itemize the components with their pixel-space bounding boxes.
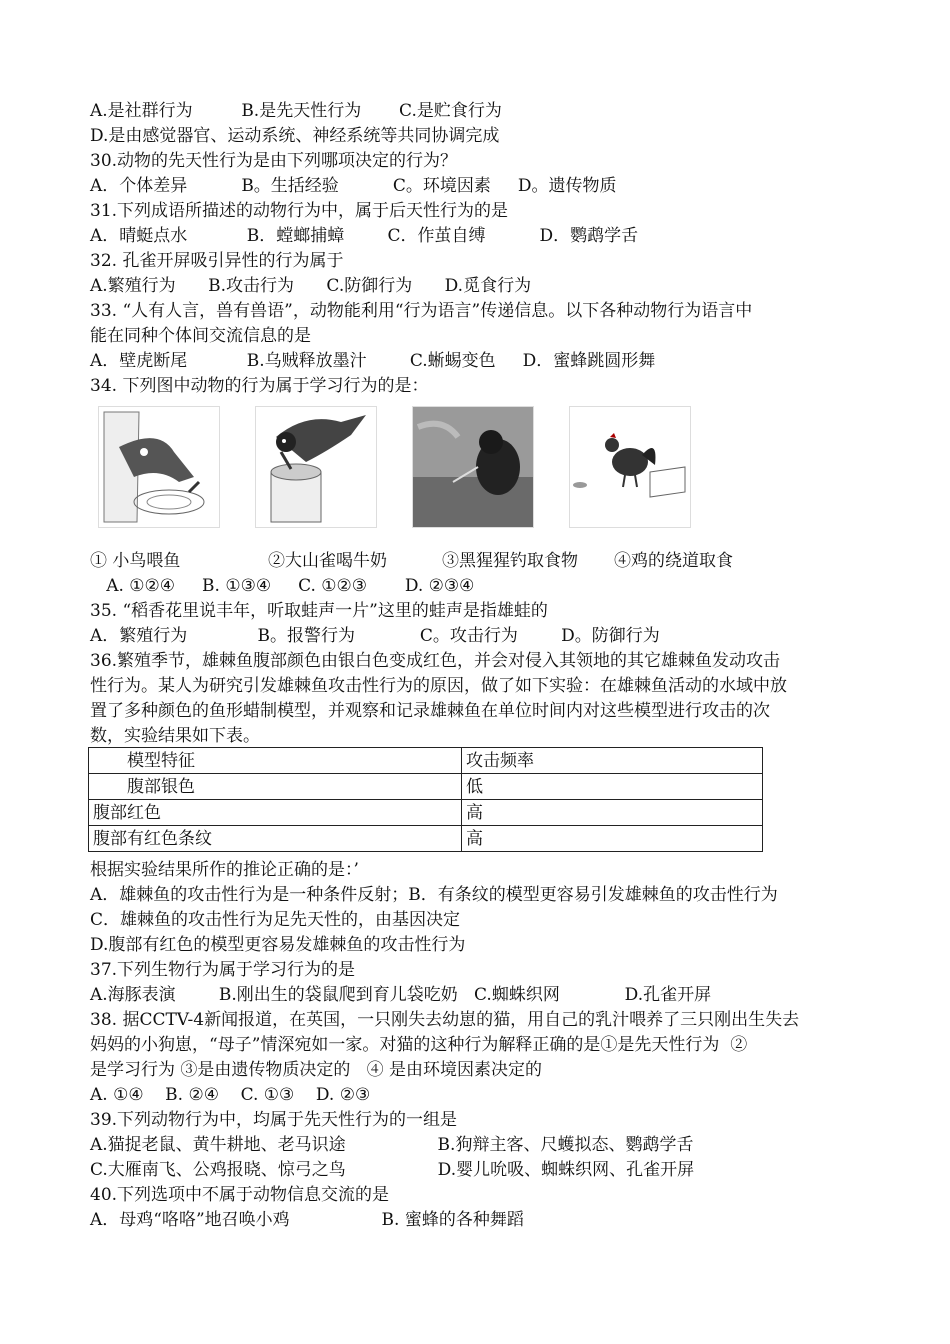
q37-options: A.海豚表演 B.刚出生的袋鼠爬到育儿袋吃奶 C.蜘蛛织网 D.孔雀开屏 [90,985,712,1005]
table-cell: 低 [462,774,763,800]
experiment-results-table [88,747,763,852]
q32-stem: 32. 孔雀开屏吸引异性的行为属于 [90,251,344,271]
q39-options-ab: A.猫捉老鼠、黄牛耕地、老马识途 B.狗辩主客、尺蠖拟态、鹦鹉学舌 [90,1135,694,1155]
q36-inference-stem: 根据实验结果所作的推论正确的是：’ [90,860,359,880]
q38-options: A. ①④ B. ②④ C. ①③ D. ②③ [90,1085,371,1105]
table-header-row [89,748,763,774]
caption-3: ③黑猩猩钓取食物 [442,551,578,571]
table-cell: 高 [462,800,763,826]
q36-stem-line1: 36.繁殖季节，雄棘鱼腹部颜色由银白色变成红色，并会对侵入其领地的其它雄棘鱼发动攻击 [90,651,781,671]
table-header-cell: 攻击频率 [462,748,763,774]
table-cell: 腹部有红色条纹 [89,826,462,852]
tit-drinking-milk-image [255,406,377,528]
q38-stem-line3: 是学习行为 ③是由遗传物质决定的 ④ 是由环境因素决定的 [90,1060,543,1080]
q36-stem-line4: 数，实验结果如下表。 [90,726,260,746]
table-cell: 腹部红色 [89,800,462,826]
caption-2: ②大山雀喝牛奶 [268,551,387,571]
q37-stem: 37.下列生物行为属于学习行为的是 [90,960,356,980]
q31-stem: 31.下列成语所描述的动物行为中，属于后天性行为的是 [90,201,509,221]
q31-options: A．晴蜓点水 B．螳螂捕蟑 C．作茧自缚 D．鹦鹉学舌 [90,226,639,246]
q33-stem-line1: 33. “人有人言，兽有兽语”，动物能利用“行为语言”传递信息。以下各种动物行为语言中 [90,301,753,321]
q34-options: A. ①②④ B. ①③④ C. ①②③ D. ②③④ [90,576,475,596]
q36-options-ab: A．雄棘鱼的攻击性行为是一种条件反射；B．有条纹的模型更容易引发雄棘鱼的攻击性行为 [90,885,778,905]
q35-options: A．繁殖行为 B。报警行为 C。攻击行为 D。防御行为 [90,626,660,646]
q40-options-ab: A．母鸡“咯咯”地召唤小鸡 B. 蜜蜂的各种舞蹈 [90,1210,524,1230]
chimpanzee-fishing-image [412,406,534,528]
q36-stem-line2: 性行为。某人为研究引发雄棘鱼攻击性行为的原因，做了如下实验：在雄棘鱼活动的水域中放 [90,676,787,696]
q39-stem: 39.下列动物行为中，均属于先天性行为的一组是 [90,1110,458,1130]
q34-stem: 34. 下列图中动物的行为属于学习行为的是： [90,376,429,396]
table-cell: 腹部银色 [89,774,462,800]
q33-stem-line2: 能在同种个体间交流信息的是 [90,326,311,346]
q29-options-abc: A.是社群行为 B.是先天性行为 C.是贮食行为 [90,101,502,121]
table-row [89,774,763,800]
caption-4: ④鸡的绕道取食 [614,551,733,571]
q36-option-d: D.腹部有红色的模型更容易发雄棘鱼的攻击性行为 [90,935,466,955]
table-header-cell: 模型特征 [89,748,462,774]
q39-options-cd: C.大雁南飞、公鸡报晓、惊弓之鸟 D.婴儿吮吸、蜘蛛织网、孔雀开屏 [90,1160,695,1180]
q33-options: A．壁虎断尾 B.乌贼释放墨汁 C.蜥蜴变色 D．蜜蜂跳圆形舞 [90,351,656,371]
q32-options: A.繁殖行为 B.攻击行为 C.防御行为 D.觅食行为 [90,276,532,296]
q29-option-d: D.是由感觉器官、运动系统、神经系统等共同协调完成 [90,126,500,146]
q35-stem: 35. “稻香花里说丰年，听取蛙声一片”这里的蛙声是指雄蛙的 [90,601,548,621]
bird-feeding-fish-image [98,406,220,528]
caption-1: ① 小鸟喂鱼 [90,551,181,571]
q38-stem-line1: 38. 据CCTV-4新闻报道，在英国，一只刚失去幼崽的猫，用自己的乳汁喂养了三只刚出生失去 [90,1010,800,1030]
q30-options: A．个体差异 B。生括经验 C。环境因素 D。遗传物质 [90,176,617,196]
q30-stem: 30.动物的先天性行为是由下列哪项决定的行为？ [90,151,458,171]
chicken-detour-image [569,406,691,528]
q36-stem-line3: 置了多种颜色的鱼形蜡制模型，并观察和记录雄棘鱼在单位时间内对这些模型进行攻击的次 [90,701,770,721]
table-row [89,800,763,826]
q40-stem: 40.下列选项中不属于动物信息交流的是 [90,1185,390,1205]
q36-option-c: C．雄棘鱼的攻击性行为足先天性的，由基因决定 [90,910,461,930]
table-row [89,826,763,852]
table-cell: 高 [462,826,763,852]
q38-stem-line2: 妈妈的小狗崽，“母子”情深宛如一家。对猫的这种行为解释正确的是①是先天性行为 ② [90,1035,748,1055]
